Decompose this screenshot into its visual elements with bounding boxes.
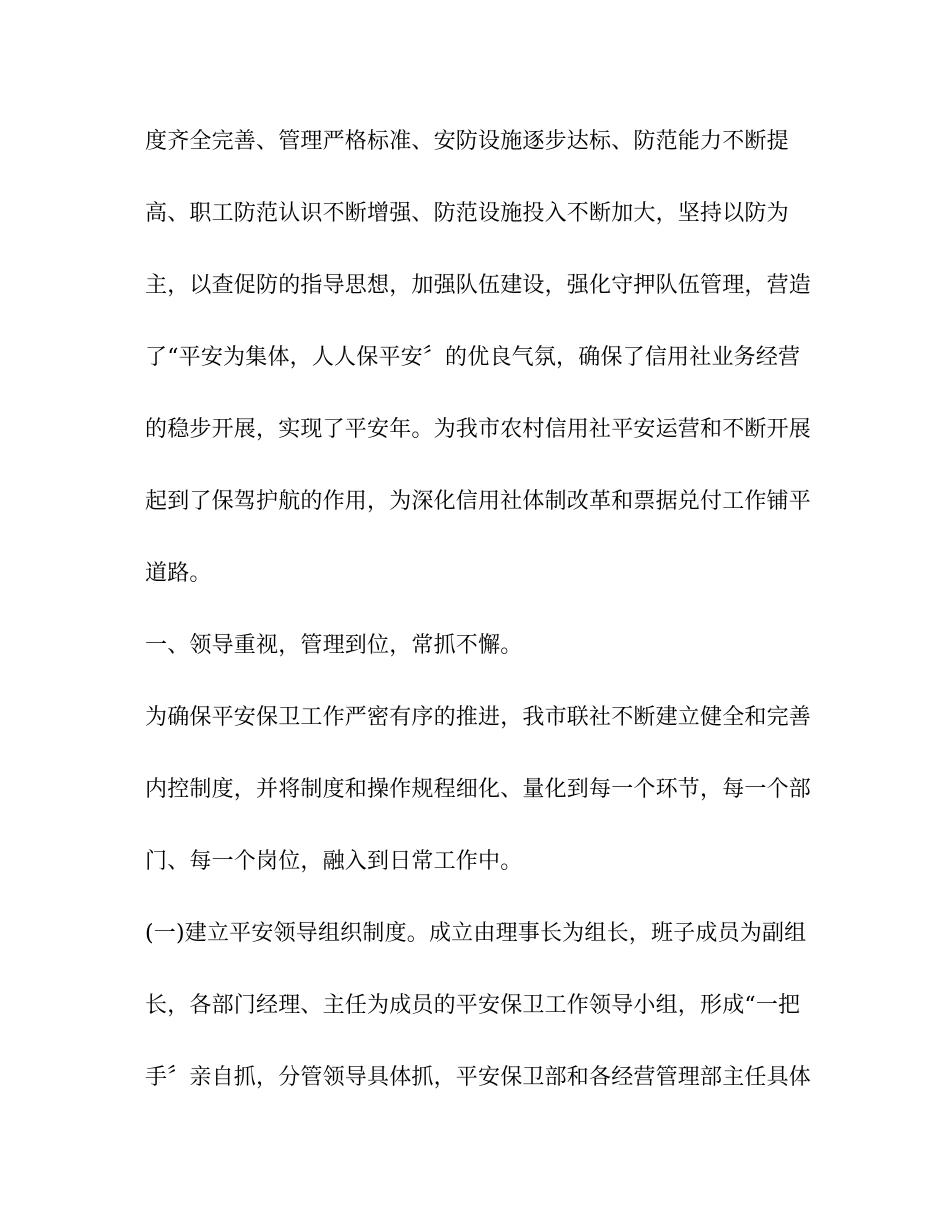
section-heading: 一、领导重视，管理到位，常抓不懈。 <box>145 633 523 658</box>
paragraph-line: 为确保平安保卫工作严密有序的推进，我市联社不断建立健全和完善 <box>145 705 812 730</box>
paragraph-line: 内控制度，并将制度和操作规程细化、量化到每一个环节，每一个部 <box>145 777 812 802</box>
paragraph-line: 手〞亲自抓，分管领导具体抓，平安保卫部和各经营管理部主任具体 <box>145 1065 812 1090</box>
paragraph-line: 道路。 <box>145 561 212 586</box>
paragraph-line: 了“平安为集体，人人保平安〞的优良气氛，确保了信用社业务经营 <box>145 345 801 370</box>
paragraph-line: 度齐全完善、管理严格标准、安防设施逐步达标、防范能力不断提 <box>145 129 789 154</box>
paragraph-line: 主，以查促防的指导思想，加强队伍建设，强化守押队伍管理，营造 <box>145 273 812 298</box>
paragraph-line: 起到了保驾护航的作用，为深化信用社体制改革和票据兑付工作铺平 <box>145 489 812 514</box>
paragraph-line: 门、每一个岗位，融入到日常工作中。 <box>145 849 523 874</box>
paragraph-line: (一)建立平安领导组织制度。成立由理事长为组长，班子成员为副组 <box>145 921 807 946</box>
paragraph-line: 长，各部门经理、主任为成员的平安保卫工作领导小组，形成“一把 <box>145 993 801 1018</box>
paragraph-line: 高、职工防范认识不断增强、防范设施投入不断加大，坚持以防为 <box>145 201 789 226</box>
paragraph-line: 的稳步开展，实现了平安年。为我市农村信用社平安运营和不断开展 <box>145 417 812 442</box>
